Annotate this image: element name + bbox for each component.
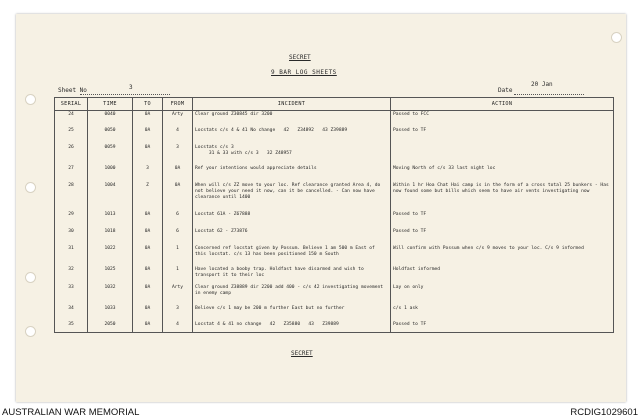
cell-incident: Ref your intentions would appreciate details xyxy=(193,165,391,182)
table-row xyxy=(55,284,614,305)
date-line xyxy=(514,94,584,95)
cell-from: 0A xyxy=(163,165,193,182)
punch-hole xyxy=(25,326,36,337)
header-action: ACTION xyxy=(391,98,614,111)
classification-top: SECRET xyxy=(289,54,311,61)
cell-action: Lay on only xyxy=(391,284,614,305)
header-time: TIME xyxy=(88,98,133,111)
cell-action: Passed to TF xyxy=(391,228,614,245)
cell-time: 0050 xyxy=(88,127,133,144)
sheet-line xyxy=(80,94,170,95)
table-row xyxy=(55,321,614,333)
cell-action: Will confirm with Possum when c/s 9 moves to your loc. C/s 9 informed xyxy=(391,245,614,266)
cell-incident: Concerned ref locstat given by Possum. Believe 1 am 500 m East of this locstat. c/s 13 has been positioned 150 m South xyxy=(193,245,391,266)
cell-time: 1032 xyxy=(88,284,133,305)
log-title: 9 BAR LOG SHEETS xyxy=(271,69,337,76)
cell-incident: Locstat 61A - Z67888 xyxy=(193,211,391,228)
header-serial: SERIAL xyxy=(55,98,88,111)
cell-from: Arty xyxy=(163,111,193,127)
cell-action: Passed to TF xyxy=(391,321,614,333)
cell-action: Within 1 hr Hoa Chat Hai camp is in the form of a cross total 25 bunkers - Has now found some but bills which seem to have air vents investigating now xyxy=(391,182,614,211)
cell-serial: 29 xyxy=(55,211,88,228)
cell-time: 1022 xyxy=(88,245,133,266)
cell-to: 0A xyxy=(133,266,163,284)
punch-hole xyxy=(611,32,622,43)
cell-time: 0040 xyxy=(88,111,133,127)
cell-to: 0A xyxy=(133,228,163,245)
cell-serial: 31 xyxy=(55,245,88,266)
date-value: 20 Jan xyxy=(531,81,553,88)
cell-from: 3 xyxy=(163,305,193,321)
table-row xyxy=(55,305,614,321)
table-header-row xyxy=(55,98,614,111)
cell-serial: 34 xyxy=(55,305,88,321)
cell-action: Passed to FCC xyxy=(391,111,614,127)
cell-to: 0A xyxy=(133,211,163,228)
cell-action: Passed to TF xyxy=(391,127,614,144)
table-row xyxy=(55,266,614,284)
header-from: FROM xyxy=(163,98,193,111)
cell-time: 0059 xyxy=(88,144,133,165)
archive-footer xyxy=(0,404,640,420)
cell-from: 1 xyxy=(163,266,193,284)
cell-incident: Locstat 4 & 41 no change 42 Z35880 43 Z39889 xyxy=(193,321,391,333)
table-row xyxy=(55,111,614,127)
cell-from: 4 xyxy=(163,321,193,333)
table-row xyxy=(55,211,614,228)
cell-action xyxy=(391,144,614,165)
cell-serial: 35 xyxy=(55,321,88,333)
cell-time: 1004 xyxy=(88,182,133,211)
cell-to: 3 xyxy=(133,165,163,182)
cell-action: Moving North of c/s 33 last night loc xyxy=(391,165,614,182)
cell-from: 6 xyxy=(163,228,193,245)
cell-incident: Believe c/s 1 may be 200 m further East but no further xyxy=(193,305,391,321)
sheet-label: Sheet No xyxy=(58,87,87,94)
cell-time: 1033 xyxy=(88,305,133,321)
cell-serial: 33 xyxy=(55,284,88,305)
archive-id: RCDIG1029601 xyxy=(570,407,638,418)
cell-from: Arty xyxy=(163,284,193,305)
cell-action: Passed to TF xyxy=(391,211,614,228)
table-row xyxy=(55,228,614,245)
cell-incident: When will c/s ZZ move to your loc. Ref clearance granted Area 4, do not believe your need it now, can it be cancelled. - Can now have clearance until 1400 xyxy=(193,182,391,211)
cell-to: 0A xyxy=(133,245,163,266)
cell-time: 1013 xyxy=(88,211,133,228)
cell-action: Holdfast informed xyxy=(391,266,614,284)
cell-time: 1000 xyxy=(88,165,133,182)
cell-to: 0A xyxy=(133,321,163,333)
cell-incident: Have located a booby trap. Holdfast have disarmed and wish to transport it to their loc xyxy=(193,266,391,284)
cell-to: 0A xyxy=(133,305,163,321)
cell-to: Z xyxy=(133,182,163,211)
table-row xyxy=(55,165,614,182)
date-label: Date xyxy=(498,87,513,94)
punch-hole xyxy=(25,272,36,283)
header-incident: INCIDENT xyxy=(193,98,391,111)
cell-to: 0A xyxy=(133,144,163,165)
cell-serial: 30 xyxy=(55,228,88,245)
cell-from: 4 xyxy=(163,127,193,144)
sheet-number: 3 xyxy=(129,84,133,91)
table-row xyxy=(55,245,614,266)
cell-time: 1018 xyxy=(88,228,133,245)
cell-from: 3 xyxy=(163,144,193,165)
cell-action: c/s 1 ask xyxy=(391,305,614,321)
archive-name: AUSTRALIAN WAR MEMORIAL xyxy=(2,407,140,418)
cell-to: 0A xyxy=(133,111,163,127)
cell-to: 0A xyxy=(133,284,163,305)
cell-to: 0A xyxy=(133,127,163,144)
table-row xyxy=(55,182,614,211)
cell-incident: Clear ground Z38889 dir 2200 add 400 - c/s 42 investigating movement in enemy camp xyxy=(193,284,391,305)
header-to: TO xyxy=(133,98,163,111)
cell-from: 6 xyxy=(163,211,193,228)
cell-serial: 26 xyxy=(55,144,88,165)
cell-incident: Locstats c/s 3 31 & 33 with c/s 3 32 Z48957 xyxy=(193,144,391,165)
cell-serial: 32 xyxy=(55,266,88,284)
cell-time: 2050 xyxy=(88,321,133,333)
table-row xyxy=(55,144,614,165)
classification-bottom: SECRET xyxy=(291,350,313,357)
cell-from: 0A xyxy=(163,182,193,211)
punch-hole xyxy=(25,94,36,105)
cell-serial: 25 xyxy=(55,127,88,144)
cell-incident: Locstat 62 - Z73876 xyxy=(193,228,391,245)
cell-from: 1 xyxy=(163,245,193,266)
cell-serial: 28 xyxy=(55,182,88,211)
table-row xyxy=(55,127,614,144)
log-table xyxy=(54,97,614,333)
cell-incident: Locstats c/s 4 & 41 No change 42 Z34892 43 Z39889 xyxy=(193,127,391,144)
cell-time: 1025 xyxy=(88,266,133,284)
cell-serial: 24 xyxy=(55,111,88,127)
punch-hole xyxy=(25,182,36,193)
cell-serial: 27 xyxy=(55,165,88,182)
cell-incident: Clear ground Z30845 dir 3200 xyxy=(193,111,391,127)
